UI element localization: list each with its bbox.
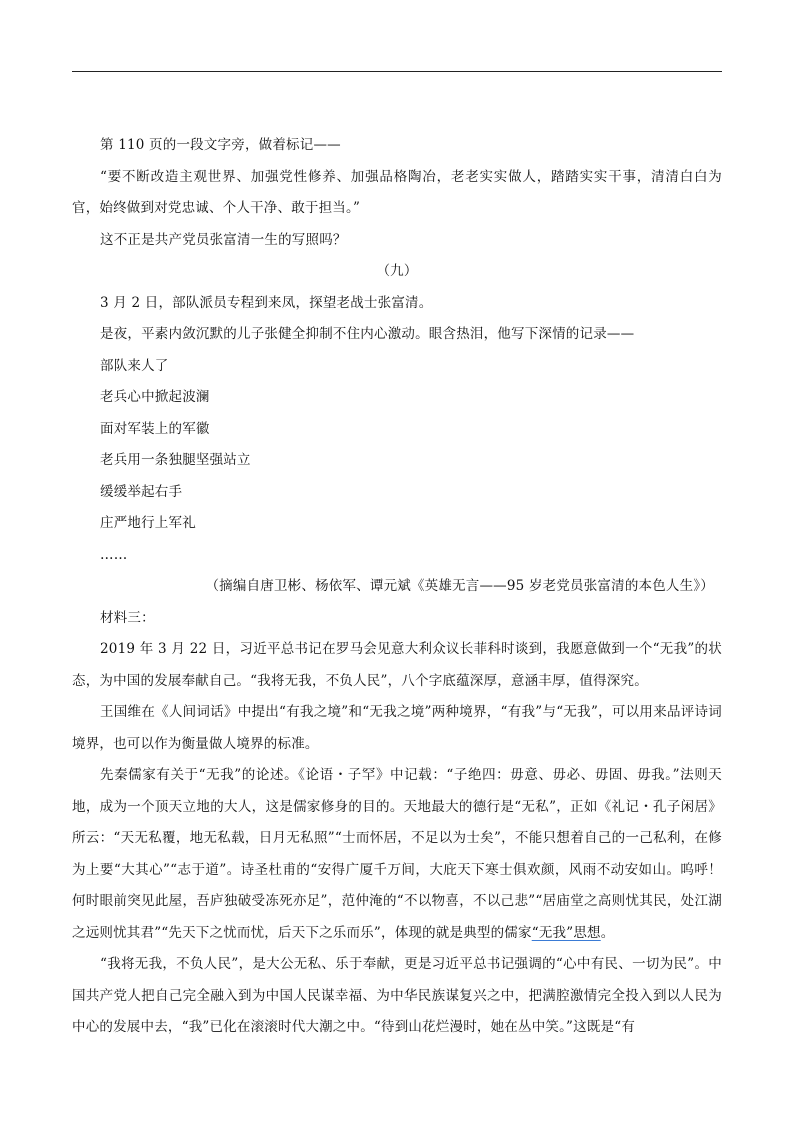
- material-three-label: 材料三：: [100, 609, 155, 626]
- section-heading: （九）: [376, 263, 418, 279]
- poem-line-5: 缓缓举起右手: [100, 483, 183, 500]
- poem-line-6: 庄严地行上军礼: [100, 515, 196, 531]
- poem-line-2: 老兵心中掀起波澜: [100, 389, 210, 405]
- paragraph-1: 第 110 页的一段文字旁，做着标记——: [100, 137, 341, 153]
- paragraph-18: [72, 760, 722, 949]
- ellipsis: ……: [100, 546, 128, 563]
- paragraph-16: 2019 年 3 月 22 日，习近平总书记在罗马会见意大利众议长菲科时谈到，我愿意做到一个“无我”的状态，为中国的发展奉献自己。“我将无我，不负人民”，八个字底蕴深厚，意涵丰厚，值得深究。: [72, 641, 722, 689]
- paragraph-18-end: 。: [600, 924, 615, 941]
- underlined-term: “无我”思想: [531, 924, 601, 941]
- paragraph-3: 这不正是共产党员张富清一生的写照吗？: [100, 231, 347, 248]
- document-body: [72, 130, 722, 1044]
- paragraph-5: 3 月 2 日，部队派员专程到来凤，探望老战士张富清。: [100, 294, 433, 311]
- poem-line-4: 老兵用一条独腿坚强站立: [100, 452, 251, 468]
- header-rule: [72, 71, 722, 72]
- source-citation: （摘编自唐卫彬、杨依军、谭元斌《英雄无言——95 岁老党员张富清的本色人生》）: [205, 578, 714, 594]
- poem-line-1: 部队来人了: [100, 357, 169, 374]
- paragraph-19: “我将无我，不负人民”，是大公无私、乐于奉献，更是习近平总书记强调的“心中有民、一切为民”。中国共产党人把自己完全融入到为中国人民谋幸福、为中华民族谋复兴之中，把满腔激情完全投入到以人民为中心的发展中去，“我”已化在滚滚时代大潮之中。“待到山花烂漫时，她在丛中笑。”这既是“有: [72, 956, 722, 1035]
- paragraph-6: 是夜，平素内敛沉默的儿子张健全抑制不住内心激动。眼含热泪，他写下深情的记录——: [100, 326, 635, 342]
- paragraph-18-text: 先秦儒家有关于“无我”的论述。《论语・子罕》中记载：“子绝四：毋意、毋必、毋固、毋我。”法则天地，成为一个顶天立地的大人，这是儒家修身的目的。天地最大的德行是“无私”，正如《礼记・孔子闲居》所云：“天无私覆，地无私载，日月无私照”“士而怀居，不足以为士矣”，不能只想着自己的一己私利，在修为上要“大其心”“志于道”。诗圣杜甫的“安得广厦千万间，大庇天下寒士俱欢颜，风雨不动安如山。呜呼！何时眼前突见此屋，吾庐独破受冻死亦足”，范仲淹的“不以物喜，不以己悲”“居庙堂之高则忧其民，处江湖之远则忧其君”“先天下之忧而忧，后天下之乐而乐”，体现的就是典型的儒家: [72, 767, 722, 941]
- poem-line-3: 面对军装上的军徽: [100, 420, 210, 437]
- paragraph-2: “要不断改造主观世界、加强党性修养、加强品格陶冶，老老实实做人，踏踏实实干事，清清白白为官，始终做到对党忠诚、个人干净、敢于担当。”: [72, 168, 722, 216]
- paragraph-17: 王国维在《人间词话》中提出“有我之境”和“无我之境”两种境界，“有我”与“无我”，可以用来品评诗词境界，也可以作为衡量做人境界的标准。: [72, 704, 722, 752]
